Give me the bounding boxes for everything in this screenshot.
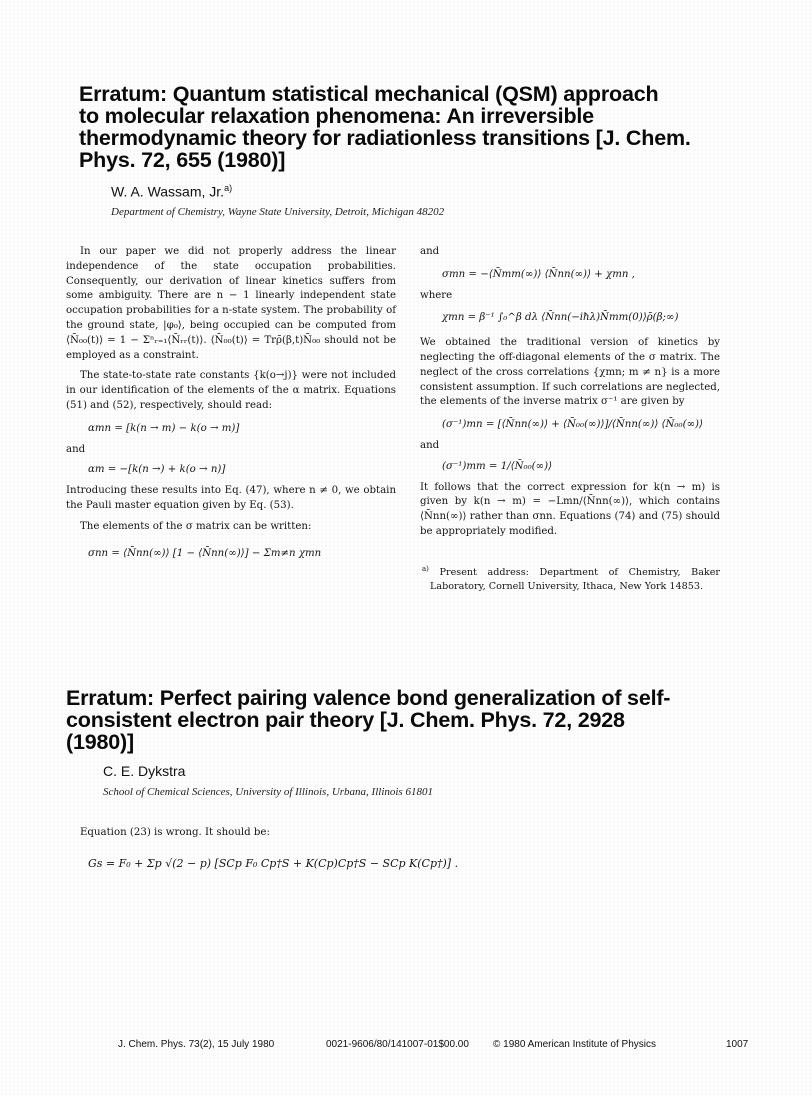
equation-inverse-sigma-mm: (σ⁻¹)mm = 1/⟨N̄₀₀(∞)⟩ — [442, 460, 553, 472]
footnote-marker: a) — [422, 564, 429, 573]
equation-inverse-sigma-mn: (σ⁻¹)mn = [⟨N̄nn(∞)⟩ + ⟨N̄₀₀(∞)⟩]/⟨N̄nn(∞)⟩ ⟨N̄₀₀(∞)⟩ — [442, 419, 704, 431]
footer-code: 0021-9606/80/141007-01$00.00 — [326, 1039, 469, 1050]
equation-23: Gs = F₀ + Σp √(2 − p) [SCp F₀ Cp†S + K(Cp)Cp†S − SCp K(Cp†)] . — [88, 857, 459, 870]
erratum1-title — [79, 83, 719, 171]
erratum2-title-line3: (1980)] — [66, 730, 134, 754]
paragraph: Equation (23) is wrong. It should be: — [80, 827, 270, 838]
erratum2-citation-start: [J. Chem. Phys. 72, 2928 — [379, 708, 625, 732]
erratum2-title-line2-a: consistent electron pair theory — [66, 708, 380, 732]
erratum1-left-column — [66, 245, 396, 561]
connector-text: and — [420, 439, 440, 451]
footnote-text: Present address: Department of Chemistry, Baker Laboratory, Cornell University, Ithaca, New York 14853. — [430, 566, 720, 592]
paragraph: It follows that the correct expression for k(n → m) is given by k(n → m) = −Lmn/⟨N̄nn(∞)⟩, which contains ⟨N̄nn(∞)⟩ rather than σnn. Equations (74) and (75) should be appropriately modified. — [420, 481, 720, 537]
erratum1-title-line3-a: thermodynamic theory for radiationless transitions — [79, 126, 596, 150]
equation-chi-mn: χmn = β⁻¹ ∫₀^β dλ ⟨N̄nn(−iħλ)N̄mm(0)⟩ρ̄(β;∞) — [442, 312, 679, 324]
paragraph: The state-to-state rate constants {k(o→j)} were not included in our identification of the elements of the α matrix. Equations (51) and (52), respectively, should read: — [66, 370, 396, 411]
author-footnote-marker: a) — [224, 183, 233, 193]
author-name: W. A. Wassam, Jr. — [111, 183, 225, 200]
equation-sigma-nn: σnn = ⟨N̄nn(∞)⟩ [1 − ⟨N̄nn(∞)⟩] − Σm≠n χmn — [88, 547, 322, 559]
connector-text: where — [420, 289, 453, 301]
footer-copyright: © 1980 American Institute of Physics — [493, 1039, 657, 1050]
erratum2-title-line1: Erratum: Perfect pairing valence bond generalization of self- — [66, 686, 671, 710]
connector-text: and — [420, 246, 440, 257]
equation-51: αmn = [k(n → m) − k(o → m)] — [88, 422, 240, 434]
erratum1-citation-start: [J. Chem. — [595, 126, 691, 150]
footer-journal: J. Chem. Phys. 73(2), 15 July 1980 — [118, 1039, 275, 1050]
connector-text: and — [66, 443, 86, 455]
erratum1-affiliation: Department of Chemistry, Wayne State University, Detroit, Michigan 48202 — [111, 206, 445, 218]
erratum1-title-line3 — [79, 127, 719, 149]
erratum2-affiliation: School of Chemical Sciences, University of Illinois, Urbana, Illinois 61801 — [103, 786, 433, 798]
erratum1-title-line2: to molecular relaxation phenomena: An irreversible — [79, 104, 594, 128]
erratum2-title-line2 — [66, 709, 706, 731]
erratum1-title-line4: Phys. 72, 655 (1980)] — [79, 148, 286, 172]
page-number: 1007 — [726, 1039, 749, 1050]
paragraph: Introducing these results into Eq. (47), where n ≠ 0, we obtain the Pauli master equation given by Eq. (53). — [66, 485, 396, 511]
erratum1-title-line1: Erratum: Quantum statistical mechanical (QSM) approach — [79, 82, 659, 106]
footnote — [420, 562, 720, 594]
paragraph: The elements of the σ matrix can be written: — [80, 520, 312, 532]
paragraph: In our paper we did not properly address the linear independence of the state occupation probabilities. Consequently, our derivation of linear kinetics suffers from some ambiguity. There are n − 1 linearly independent state occupation probabilities for a n-state system. The probability of the ground state, |φ₀⟩, being occupied can be computed from ⟨N̄₀₀(t)⟩ = 1 − Σⁿᵣ₌₁⟨N̄ᵣᵣ(t)⟩. ⟨N̄₀₀(t)⟩ = Trρ̄(β,t)N̄₀₀ should not be employed as a constraint. — [66, 246, 396, 361]
erratum2-author: C. E. Dykstra — [103, 763, 186, 779]
equation-sigma-mn: σmn = −⟨N̄mm(∞)⟩ ⟨N̄nn(∞)⟩ + χmn , — [442, 268, 635, 280]
erratum2-body — [80, 826, 680, 841]
erratum2-title — [66, 687, 706, 753]
erratum1-right-column — [420, 245, 720, 594]
equation-52: αm = −[k(n →) + k(o → n)] — [88, 464, 226, 476]
paragraph: We obtained the traditional version of kinetics by neglecting the off-diagonal elements of the σ matrix. The neglect of the cross correlations {χmn; m ≠ n} is a more consistent assumption. If such correlations are neglected, the elements of the inverse matrix σ⁻¹ are given by — [420, 337, 720, 408]
erratum1-author — [111, 183, 232, 200]
